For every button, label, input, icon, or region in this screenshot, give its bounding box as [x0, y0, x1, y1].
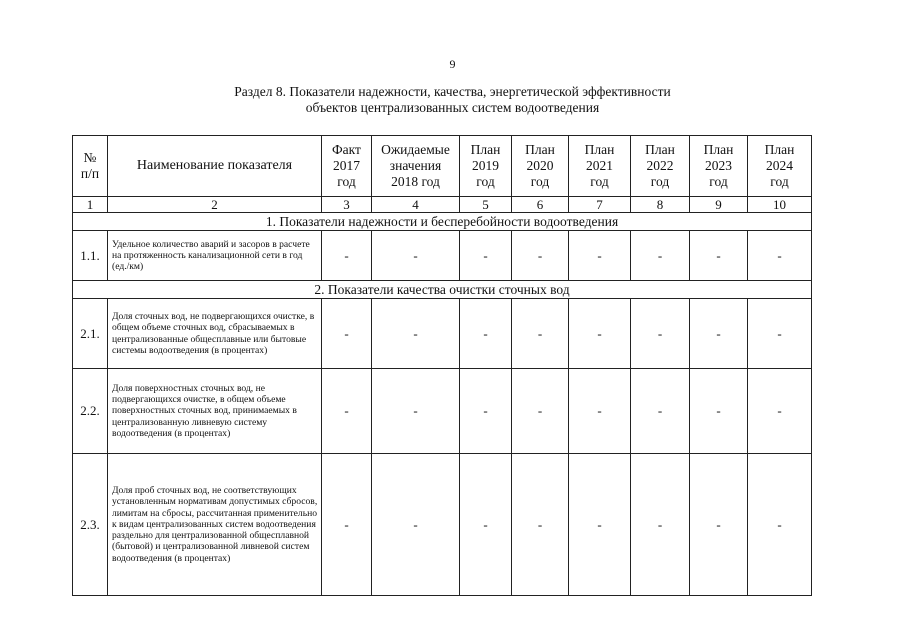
header-cell-no: № п/п	[73, 136, 108, 197]
heading-line-2: объектов централизованных систем водоотведения	[305, 100, 600, 115]
value-cell: -	[512, 231, 569, 281]
row-number: 2.3.	[73, 454, 108, 596]
heading-line-1: Раздел 8. Показатели надежности, качества, энергетической эффективности	[234, 84, 671, 99]
column-number-cell: 6	[512, 197, 569, 213]
value-cell: -	[322, 299, 372, 369]
column-number-cell: 5	[460, 197, 512, 213]
section-row	[73, 213, 812, 231]
value-cell: -	[372, 231, 460, 281]
indicator-name: Доля сточных вод, не подвергающихся очистке, в общем объеме сточных вод, сбрасываемых в централизованные общесплавные или бытовые системы водоотведения (в процентах)	[108, 299, 322, 369]
header-cell-plan-2023: План 2023 год	[690, 136, 748, 197]
value-cell: -	[322, 454, 372, 596]
section-heading	[0, 84, 905, 116]
table-row	[73, 299, 812, 369]
value-cell: -	[748, 454, 812, 596]
header-cell-plan-2020: План 2020 год	[512, 136, 569, 197]
indicator-name: Удельное количество аварий и засоров в расчете на протяженность канализационной сети в год (ед./км)	[108, 231, 322, 281]
indicators-table	[72, 135, 812, 596]
column-number-cell: 10	[748, 197, 812, 213]
indicator-name: Доля проб сточных вод, не соответствующих установленным нормативам допустимых сбросов, лимитам на сбросы, рассчитанная применительно к видам централизованных систем водоотведения раздельно для централизованной общесплавной (бытовой) и централизованной ливневой систем водоотведения (в процентах)	[108, 454, 322, 596]
value-cell: -	[460, 299, 512, 369]
header-cell-plan-2021: План 2021 год	[569, 136, 631, 197]
value-cell: -	[690, 369, 748, 454]
value-cell: -	[512, 299, 569, 369]
value-cell: -	[460, 454, 512, 596]
table-row	[73, 231, 812, 281]
value-cell: -	[748, 299, 812, 369]
column-number-cell: 1	[73, 197, 108, 213]
value-cell: -	[690, 454, 748, 596]
section-title: 2. Показатели качества очистки сточных вод	[73, 281, 812, 299]
value-cell: -	[748, 231, 812, 281]
row-number: 1.1.	[73, 231, 108, 281]
section-title: 1. Показатели надежности и бесперебойности водоотведения	[73, 213, 812, 231]
indicator-name: Доля поверхностных сточных вод, не подвергающихся очистке, в общем объеме поверхностных сточных вод, принимаемых в централизованную ливневую систему водоотведения (в процентах)	[108, 369, 322, 454]
value-cell: -	[690, 299, 748, 369]
header-cell-plan-2024: План 2024 год	[748, 136, 812, 197]
column-number-cell: 4	[372, 197, 460, 213]
row-number: 2.1.	[73, 299, 108, 369]
section-row	[73, 281, 812, 299]
value-cell: -	[690, 231, 748, 281]
value-cell: -	[631, 299, 690, 369]
value-cell: -	[460, 369, 512, 454]
column-number-cell: 9	[690, 197, 748, 213]
value-cell: -	[631, 454, 690, 596]
header-row	[73, 136, 812, 197]
value-cell: -	[748, 369, 812, 454]
value-cell: -	[569, 369, 631, 454]
value-cell: -	[372, 369, 460, 454]
table-row	[73, 369, 812, 454]
column-number-cell: 2	[108, 197, 322, 213]
value-cell: -	[372, 299, 460, 369]
value-cell: -	[512, 454, 569, 596]
column-number-cell: 7	[569, 197, 631, 213]
header-cell-plan-2022: План 2022 год	[631, 136, 690, 197]
value-cell: -	[569, 299, 631, 369]
header-cell-expected-2018: Ожидаемые значения 2018 год	[372, 136, 460, 197]
value-cell: -	[569, 231, 631, 281]
table-row	[73, 454, 812, 596]
column-number-cell: 8	[631, 197, 690, 213]
value-cell: -	[512, 369, 569, 454]
column-number-cell: 3	[322, 197, 372, 213]
value-cell: -	[372, 454, 460, 596]
value-cell: -	[322, 231, 372, 281]
value-cell: -	[322, 369, 372, 454]
column-number-row	[73, 197, 812, 213]
value-cell: -	[631, 369, 690, 454]
header-cell-name: Наименование показателя	[108, 136, 322, 197]
header-cell-plan-2019: План 2019 год	[460, 136, 512, 197]
value-cell: -	[460, 231, 512, 281]
page-number: 9	[449, 57, 456, 71]
value-cell: -	[569, 454, 631, 596]
value-cell: -	[631, 231, 690, 281]
header-cell-fact-2017: Факт 2017 год	[322, 136, 372, 197]
row-number: 2.2.	[73, 369, 108, 454]
